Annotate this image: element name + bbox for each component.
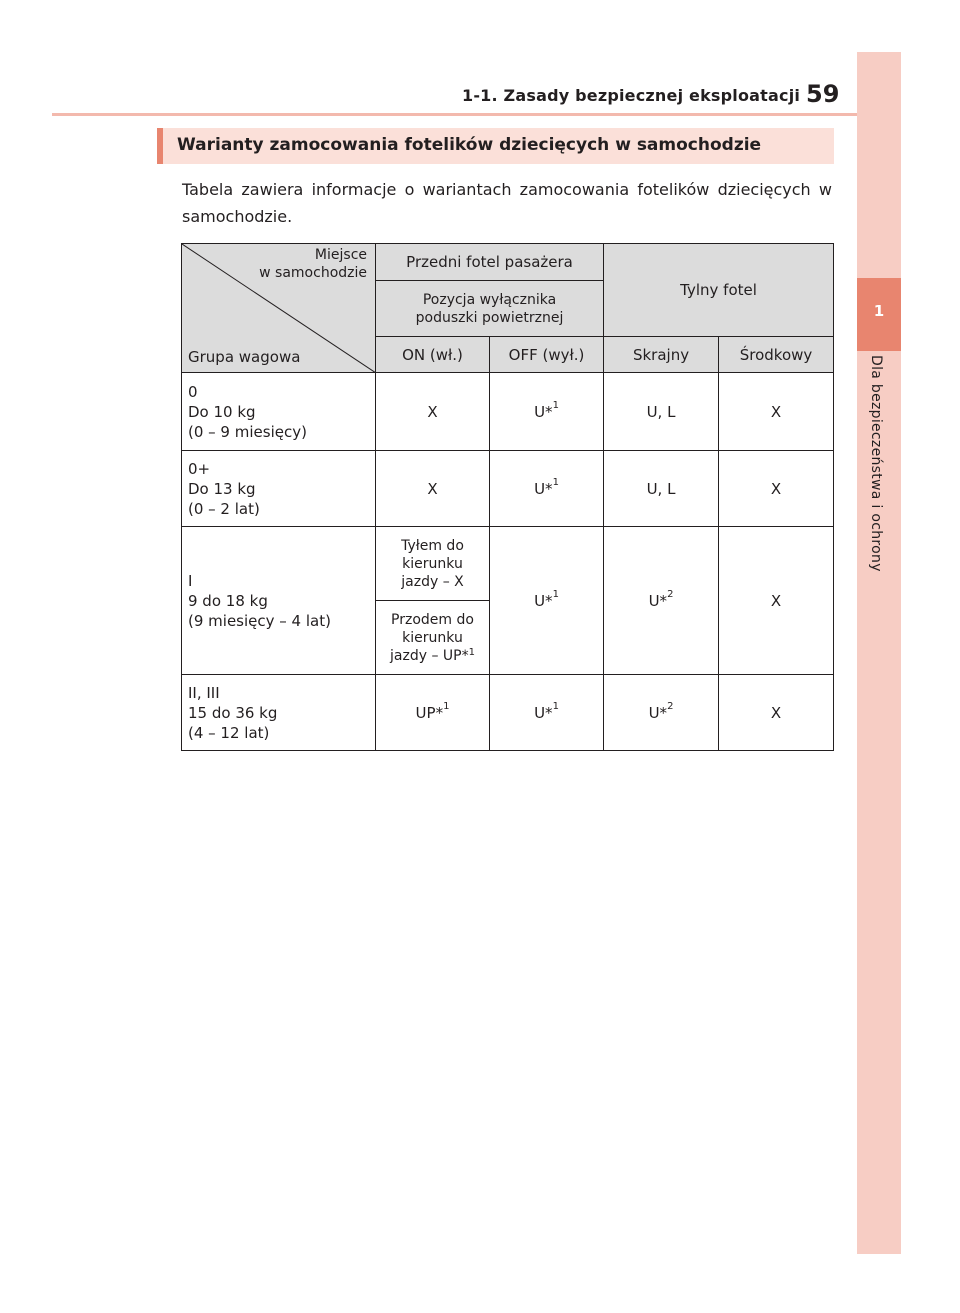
cell-outer-value: U*	[648, 591, 668, 610]
group-cell	[182, 675, 376, 751]
cell-off	[490, 451, 604, 527]
footnote-marker: 1	[552, 588, 559, 600]
group-line3: (9 miesięcy – 4 lat)	[188, 611, 331, 630]
cell-outer: U, L	[604, 451, 719, 527]
header-rule	[52, 113, 900, 116]
cell-on-forward-facing	[376, 601, 490, 675]
header-off: OFF (wył.)	[490, 337, 604, 373]
cell-center: X	[719, 451, 834, 527]
intro-paragraph: Tabela zawiera informacje o wariantach zamocowania fotelików dziecięcych w samochodzie.	[182, 180, 832, 226]
cell-outer	[604, 675, 719, 751]
table-row	[182, 373, 834, 451]
header-airbag-switch	[376, 281, 604, 337]
group-line3: (4 – 12 lat)	[188, 723, 270, 742]
cell-on-rear-facing	[376, 527, 490, 601]
cell-center: X	[719, 527, 834, 675]
chapter-number: 1	[873, 302, 885, 320]
group-line1: 0+	[188, 459, 211, 478]
table-row	[182, 451, 834, 527]
cell-on: X	[376, 451, 490, 527]
chapter-label: Dla bezpieczeństwa i ochrony	[868, 355, 884, 572]
table-row	[182, 527, 834, 601]
cell-outer	[604, 527, 719, 675]
cell-off-value: U*	[534, 402, 553, 421]
cell-off	[490, 527, 604, 675]
table-corner-cell	[182, 244, 376, 373]
cell-on-value: UP*	[415, 703, 444, 722]
running-title: 1-1. Zasady bezpiecznej eksploatacji	[462, 86, 801, 105]
group-line2: 15 do 36 kg	[188, 703, 278, 722]
header-center: Środkowy	[719, 337, 834, 373]
table-row	[182, 675, 834, 751]
corner-place-label	[259, 246, 367, 282]
cell-off-value: U*	[534, 591, 553, 610]
rear-facing-line3: jazdy – X	[401, 573, 464, 590]
cell-off-value: U*	[534, 703, 553, 722]
footnote-marker: 1	[443, 700, 450, 712]
chapter-tab[interactable]	[857, 278, 901, 351]
corner-group-label: Grupa wagowa	[188, 348, 301, 366]
header-front-seat: Przedni fotel pasażera	[376, 244, 604, 281]
rear-facing-line1: Tyłem do	[401, 537, 464, 554]
cell-outer-value: U*	[648, 703, 668, 722]
cell-center: X	[719, 675, 834, 751]
corner-place-line1: Miejsce	[314, 247, 367, 263]
forward-facing-line3: jazdy – UP*	[390, 647, 469, 664]
corner-place-line2: w samochodzie	[259, 265, 367, 281]
group-cell	[182, 373, 376, 451]
section-heading	[157, 128, 834, 164]
airbag-switch-line2: poduszki powietrznej	[415, 309, 564, 326]
footnote-marker: 1	[552, 700, 559, 712]
group-cell	[182, 527, 376, 675]
rear-facing-line2: kierunku	[402, 555, 463, 572]
cell-outer: U, L	[604, 373, 719, 451]
cell-off	[490, 675, 604, 751]
airbag-switch-line1: Pozycja wyłącznika	[422, 291, 557, 308]
group-line2: 9 do 18 kg	[188, 591, 268, 610]
group-line1: 0	[188, 382, 198, 401]
footnote-marker: 1	[468, 646, 475, 658]
side-bar	[857, 52, 901, 1254]
group-cell	[182, 451, 376, 527]
group-line1: II, III	[188, 683, 220, 702]
header-outer: Skrajny	[604, 337, 719, 373]
cell-on: X	[376, 373, 490, 451]
group-line3: (0 – 9 miesięcy)	[188, 422, 307, 441]
group-line2: Do 13 kg	[188, 479, 256, 498]
footnote-marker: 2	[667, 588, 674, 600]
forward-facing-line2: kierunku	[402, 629, 463, 646]
header-rear-seat: Tylny fotel	[604, 244, 834, 337]
cell-on	[376, 675, 490, 751]
footnote-marker: 1	[552, 399, 559, 411]
section-heading-text: Warianty zamocowania fotelików dziecięcych w samochodzie	[177, 135, 762, 155]
cell-off-value: U*	[534, 479, 553, 498]
group-line3: (0 – 2 lat)	[188, 499, 260, 518]
header-on: ON (wł.)	[376, 337, 490, 373]
forward-facing-line1: Przodem do	[391, 611, 474, 628]
group-line2: Do 10 kg	[188, 402, 256, 421]
page-number: 59	[806, 80, 840, 108]
cell-center: X	[719, 373, 834, 451]
cell-off	[490, 373, 604, 451]
group-line1: I	[188, 571, 193, 590]
footnote-marker: 1	[552, 476, 559, 488]
footnote-marker: 2	[667, 700, 674, 712]
child-seat-table	[181, 243, 834, 751]
